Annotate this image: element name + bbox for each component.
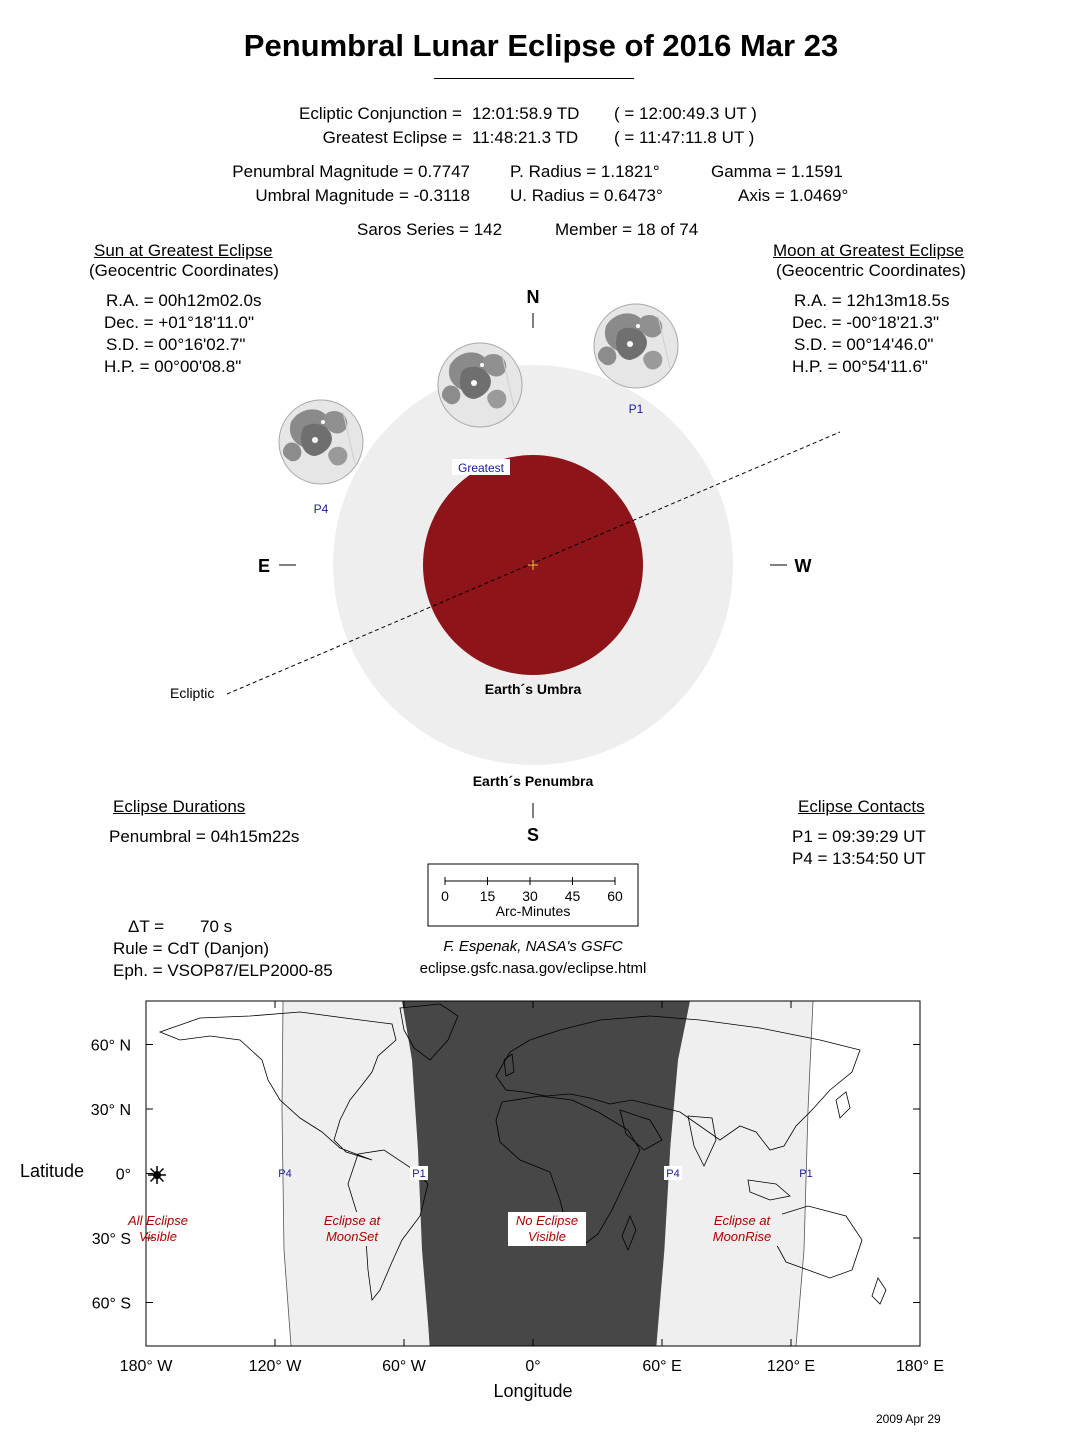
- lon-tick-label: 180° E: [895, 1358, 945, 1375]
- delta-t-value: 70 s: [200, 917, 233, 936]
- greatest-moon-label: Greatest: [457, 461, 505, 475]
- moon-sd: S.D. = 00°14'46.0": [794, 335, 934, 354]
- delta-t-label: ΔT =: [128, 917, 165, 936]
- saros-series: Saros Series = 142: [357, 220, 503, 239]
- saros-member: Member = 18 of 74: [555, 220, 699, 239]
- greatest-eclipse-label: Greatest Eclipse =: [322, 128, 462, 147]
- umbral-magnitude: Umbral Magnitude = -0.3118: [255, 186, 470, 205]
- lat-tick-label: 30° S: [91, 1231, 131, 1248]
- night-zone: [402, 1001, 690, 1346]
- moon-hp: H.P. = 00°54'11.6": [792, 357, 928, 376]
- map-p1-left: P1: [412, 1168, 426, 1180]
- p4-moon-label: P4: [313, 502, 329, 516]
- p1-moon-label: P1: [628, 402, 644, 416]
- sun-sd: S.D. = 00°16'02.7": [106, 335, 246, 354]
- scale-tick-label: 15: [479, 888, 496, 904]
- scale-label: Arc-Minutes: [495, 903, 571, 919]
- contacts-heading: Eclipse Contacts: [798, 797, 925, 816]
- greatest-eclipse-ut: ( = 11:47:11.8 UT ): [614, 128, 755, 147]
- zone-none-line2: Visible: [527, 1229, 567, 1244]
- lat-tick-label: 30° N: [90, 1102, 131, 1119]
- sun-hp: H.P. = 00°00'08.8": [104, 357, 242, 376]
- zone-all-line2: Visible: [138, 1229, 178, 1244]
- conjunction-ut: ( = 12:00:49.3 UT ): [614, 104, 757, 123]
- east-label: E: [257, 556, 271, 576]
- credit-author: F. Espenak, NASA's GSFC: [443, 938, 623, 955]
- visibility-map: [0, 990, 1082, 1446]
- longitude-axis-label: Longitude: [493, 1381, 573, 1401]
- page-title: Penumbral Lunar Eclipse of 2016 Mar 23: [243, 28, 839, 63]
- penumbra-label: Earth´s Penumbra: [472, 773, 594, 789]
- lon-tick-label: 180° W: [119, 1358, 173, 1375]
- contact-p1: P1 = 09:39:29 UT: [792, 827, 926, 846]
- lat-tick-label: 60° N: [90, 1037, 131, 1055]
- sun-subheading: (Geocentric Coordinates): [89, 261, 279, 280]
- sun-heading: Sun at Greatest Eclipse: [94, 241, 273, 260]
- lon-tick-label: 60° W: [382, 1358, 426, 1375]
- conjunction-td: 12:01:58.9 TD: [472, 104, 580, 123]
- p-radius: P. Radius = 1.1821°: [510, 162, 660, 181]
- lon-tick-label: 120° W: [248, 1358, 302, 1375]
- conjunction-label: Ecliptic Conjunction =: [298, 104, 462, 123]
- axis: Axis = 1.0469°: [738, 186, 849, 205]
- zone-set-line2: MoonSet: [325, 1229, 379, 1244]
- credit-url: eclipse.gsfc.nasa.gov/eclipse.html: [419, 960, 647, 977]
- durations-heading: Eclipse Durations: [113, 797, 246, 816]
- lat-tick-label: 0°: [115, 1166, 131, 1184]
- moon-dec: Dec. = -00°18'21.3": [792, 313, 939, 332]
- west-label: W: [794, 556, 812, 576]
- date-stamp: 2009 Apr 29: [876, 1412, 941, 1426]
- map-p4-right: P4: [666, 1168, 680, 1180]
- lon-tick-label: 0°: [525, 1358, 541, 1375]
- moon-ra: R.A. = 12h13m18.5s: [794, 291, 950, 310]
- zone-all-line1: All Eclipse: [128, 1213, 188, 1228]
- scale-tick-label: 60: [607, 888, 623, 904]
- ecliptic-label: Ecliptic: [170, 685, 215, 701]
- rule: Rule = CdT (Danjon): [113, 939, 270, 958]
- north-label: N: [526, 287, 540, 307]
- moon-greatest-icon: [438, 343, 522, 427]
- ephemeris: Eph. = VSOP87/ELP2000-85: [113, 961, 333, 980]
- contact-p4: P4 = 13:54:50 UT: [792, 849, 926, 868]
- lon-tick-label: 60° E: [642, 1358, 682, 1375]
- sun-dec: Dec. = +01°18'11.0": [104, 313, 254, 332]
- zone-none-line1: No Eclipse: [515, 1213, 579, 1228]
- gamma: Gamma = 1.1591: [711, 162, 843, 181]
- penumbral-magnitude: Penumbral Magnitude = 0.7747: [232, 162, 470, 181]
- penumbral-duration: Penumbral = 04h15m22s: [109, 827, 300, 846]
- zone-rise-line2: MoonRise: [712, 1229, 772, 1244]
- map-p1-right: P1: [799, 1168, 813, 1180]
- moon-p1-icon: [594, 304, 678, 388]
- map-p4-left: P4: [278, 1168, 292, 1180]
- greatest-eclipse-td: 11:48:21.3 TD: [472, 128, 579, 147]
- lon-tick-label: 120° E: [766, 1358, 816, 1375]
- umbra-label: Earth´s Umbra: [484, 681, 582, 697]
- subsolar-sun-icon: [148, 1166, 166, 1184]
- u-radius: U. Radius = 0.6473°: [510, 186, 663, 205]
- south-label: S: [526, 825, 540, 845]
- latitude-axis-label: Latitude: [19, 1161, 85, 1181]
- moonset-zone: [282, 1001, 430, 1346]
- longitude-tick-labels: [120, 1358, 944, 1375]
- scale-tick-label: 45: [564, 888, 581, 904]
- moon-subheading: (Geocentric Coordinates): [776, 261, 966, 280]
- moon-p4-icon: [279, 400, 363, 484]
- zone-rise-line1: Eclipse at: [713, 1213, 771, 1228]
- scale-tick-label: 0: [441, 888, 449, 904]
- lat-tick-label: 60° S: [91, 1295, 131, 1313]
- latitude-tick-labels: [91, 1038, 131, 1313]
- sun-ra: R.A. = 00h12m02.0s: [106, 291, 262, 310]
- scale-tick-label: 30: [522, 888, 538, 904]
- moon-heading: Moon at Greatest Eclipse: [773, 241, 964, 260]
- zone-set-line1: Eclipse at: [323, 1213, 381, 1228]
